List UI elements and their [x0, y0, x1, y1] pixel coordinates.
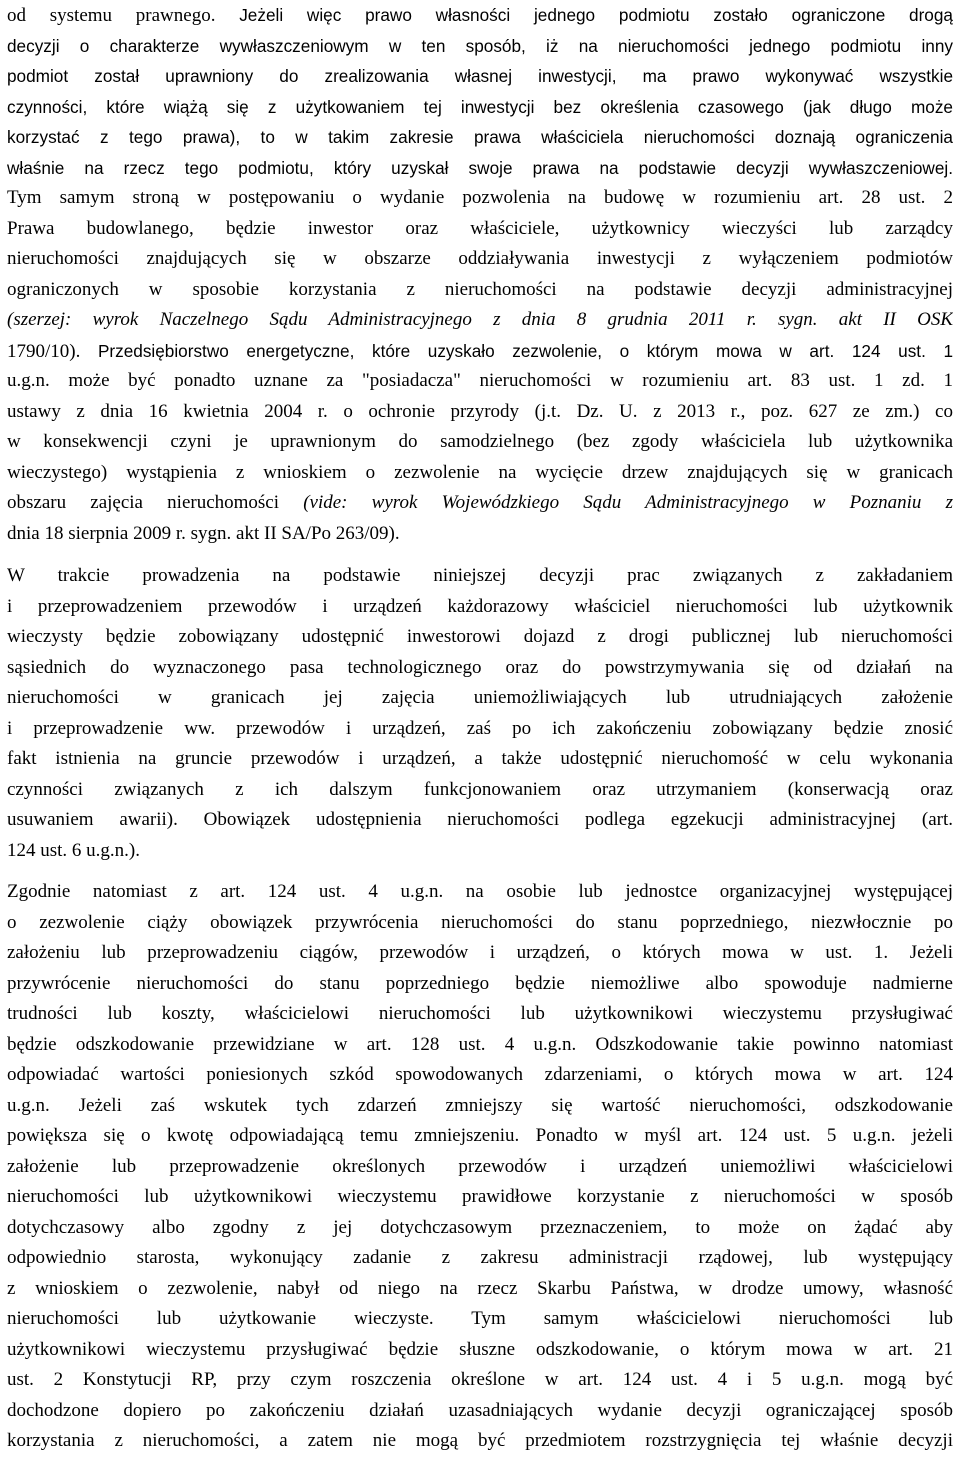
text-run: powiększa się o kwotę odpowiadającą temu zmniejszeniu. Ponadto w myśl art. 124 ust. 5 u.g.n. jeżeli: [7, 1125, 953, 1146]
text-run: ograniczonych w sposobie korzystania z nieruchomości na podstawie decyzji administracyjnej: [7, 278, 953, 300]
text-run: dnia 18 sierpnia 2009 r. sygn. akt II SA/Po 263/09).: [7, 522, 400, 544]
text-line: [7, 836, 953, 867]
text-line: [7, 1396, 953, 1427]
text-line: [7, 1426, 953, 1457]
paragraph-access-obligations: [7, 561, 953, 866]
text-run: sąsiednich do wyznaczonego pasa technologicznego oraz do powstrzymywania się od działań na: [7, 656, 953, 678]
text-run: czynności, które wiążą się z użytkowaniem tej inwestycji bez określenia czasowego (jak długo może: [7, 96, 953, 117]
text-line: [7, 653, 953, 684]
text-line: [7, 561, 953, 592]
text-line: [7, 458, 953, 489]
text-line: [7, 938, 953, 969]
text-run: dotychczasowy albo zgodny z jej dotychczasowym przeznaczeniem, to może on żądać aby: [7, 1216, 953, 1238]
text-line: [7, 336, 953, 367]
text-run: trudności lub koszty, właścicielowi nieruchomości lub użytkownikowi wieczystemu przysługiwać: [7, 1003, 953, 1024]
text-run: W trakcie prowadzenia na podstawie niniejszej decyzji prac związanych z zakładaniem: [7, 565, 953, 586]
text-run: Przedsiębiorstwo energetyczne, które uzyskało zezwolenie, o którym mowa w art. 124 ust. 1: [97, 340, 953, 361]
text-run: przywrócenie nieruchomości do stanu poprzedniego będzie niemożliwe albo spowoduje nadmierne: [7, 972, 953, 994]
text-line: [7, 61, 953, 92]
text-line: [7, 275, 953, 306]
text-line: [7, 1243, 953, 1274]
text-run: ustawy z dnia 16 kwietnia 2004 r. o ochronie przyrody (j.t. Dz. U. z 2013 r., poz. 627 ze zm.) co: [7, 400, 953, 422]
text-line: [7, 908, 953, 939]
paragraph-expropriation: [7, 0, 953, 549]
text-line: [7, 714, 953, 745]
text-line: [7, 427, 953, 458]
text-run: Jeżeli więc prawo własności jednego podmiotu zostało ograniczone drogą: [239, 5, 953, 25]
text-line: [7, 1060, 953, 1091]
text-run: założeniu lub przeprowadzeniu ciągów, przewodów i urządzeń, o których mowa w ust. 1. Jeżeli: [7, 942, 953, 963]
text-run: Zgodnie natomiast z art. 124 ust. 4 u.g.n. na osobie lub jednostce organizacyjnej występującej: [7, 881, 953, 902]
text-run: w konsekwencji czyni je uprawnionym do samodzielnego (bez zgody właściciela lub użytkownika: [7, 431, 953, 452]
text-line: [7, 1121, 953, 1152]
text-line: [7, 488, 953, 519]
text-run: ust. 2 Konstytucji RP, przy czym roszczenia określone w art. 124 ust. 4 i 5 u.g.n. mogą być: [7, 1369, 953, 1390]
text-run: użytkownikowi wieczystemu przysługiwać będzie słuszne odszkodowanie, o którym mowa w art. 21: [7, 1338, 953, 1360]
text-line: [7, 877, 953, 908]
text-run: o zezwolenie ciąży obowiązek przywrócenia nieruchomości do stanu poprzedniego, niezwłocznie po: [7, 911, 953, 933]
text-run: i przeprowadzenie ww. przewodów i urządzeń, zaś po ich zakończeniu zobowiązany będzie znosić: [7, 717, 953, 739]
text-run: decyzji o charakterze wywłaszczeniowym w ten sposób, iż na nieruchomości jednego podmiotu inny: [7, 35, 953, 56]
text-line: [7, 519, 953, 550]
text-run: 1790/10).: [7, 340, 98, 362]
text-run: Prawa budowlanego, będzie inwestor oraz właściciele, użytkownicy wieczyści lub zarządcy: [7, 217, 953, 239]
text-line: [7, 1274, 953, 1305]
text-line: [7, 1335, 953, 1366]
text-run: i przeprowadzeniem przewodów i urządzeń każdorazowy właściciel nieruchomości lub użytkownik: [7, 595, 953, 617]
text-run: odpowiadać wartości poniesionych szkód spowodowanych zdarzeniami, o których mowa w art. 124: [7, 1064, 953, 1085]
text-run: wieczysty będzie zobowiązany udostępnić inwestorowi dojazd z drogi publicznej lub nieruchomości: [7, 626, 953, 647]
text-line: [7, 153, 953, 184]
text-run: korzystania z nieruchomości, a zatem nie mogą być przedmiotem rozstrzygnięcia tej właśnie decyzji: [7, 1430, 953, 1451]
text-line: [7, 183, 953, 214]
text-line: [7, 1152, 953, 1183]
text-run: (vide: wyrok Wojewódzkiego Sądu Administracyjnego w Poznaniu z: [303, 492, 953, 513]
text-line: [7, 592, 953, 623]
text-run: nieruchomości lub użytkownikowi wieczystemu prawidłowe korzystanie z nieruchomości w sposób: [7, 1186, 953, 1207]
text-run: właśnie na rzecz tego podmiotu, który uzyskał swoje prawa na podstawie decyzji wywłaszczeniowej.: [7, 157, 953, 178]
paragraph-gap: [7, 866, 953, 877]
paragraph-gap: [7, 549, 953, 561]
text-line: [7, 744, 953, 775]
text-run: nieruchomości w granicach jej zajęcia uniemożliwiających lub utrudniających założenie: [7, 687, 953, 708]
text-run: Tym samym stroną w postępowaniu o wydanie pozwolenia na budowę w rozumieniu art. 28 ust. 2: [7, 187, 953, 208]
text-line: [7, 1182, 953, 1213]
text-line: [7, 775, 953, 806]
text-line: [7, 1030, 953, 1061]
text-run: usuwaniem awarii). Obowiązek udostępnienia nieruchomości podlega egzekucji administracyjnej (art.: [7, 809, 953, 830]
paragraph-restoration-compensation: [7, 877, 953, 1457]
text-line: [7, 122, 953, 153]
text-run: wieczystego) wystąpienia z wnioskiem o zezwolenie na wycięcie drzew znajdujących się w granicach: [7, 461, 953, 483]
text-line: [7, 244, 953, 275]
text-run: (szerzej: wyrok Naczelnego Sądu Administracyjnego z dnia 8 grudnia 2011 r. sygn. akt II OSK: [7, 309, 953, 330]
text-run: założenie lub przeprowadzenie określonych przewodów i urządzeń uniemożliwi właścicielowi: [7, 1155, 953, 1177]
text-line: [7, 999, 953, 1030]
text-line: [7, 366, 953, 397]
text-line: [7, 1304, 953, 1335]
text-line: [7, 969, 953, 1000]
text-line: [7, 805, 953, 836]
text-line: [7, 31, 953, 62]
text-run: podmiot został uprawniony do zrealizowania własnej inwestycji, ma prawo wykonywać wszystkie: [7, 66, 953, 86]
text-line: [7, 92, 953, 123]
text-run: odpowiednio starosta, wykonujący zadanie z zakresu administracji rządowej, lub występujący: [7, 1247, 953, 1268]
text-run: dochodzone dopiero po zakończeniu działań uzasadniających wydanie decyzji ograniczającej sposób: [7, 1399, 953, 1421]
text-line: [7, 214, 953, 245]
text-line: [7, 1213, 953, 1244]
text-line: [7, 1365, 953, 1396]
text-run: będzie odszkodowanie przewidziane w art. 128 ust. 4 u.g.n. Odszkodowanie takie powinno natomiast: [7, 1033, 953, 1055]
text-run: z wnioskiem o zezwolenie, nabył od niego na rzecz Skarbu Państwa, w drodze umowy, własność: [7, 1277, 953, 1299]
text-line: [7, 305, 953, 336]
text-run: nieruchomości lub użytkowanie wieczyste. Tym samym właścicielowi nieruchomości lub: [7, 1308, 953, 1329]
document-page: [7, 0, 953, 1457]
text-run: u.g.n. Jeżeli zaś wskutek tych zdarzeń zmniejszy się wartość nieruchomości, odszkodowanie: [7, 1094, 953, 1116]
text-line: [7, 0, 953, 31]
text-run: u.g.n. może być ponadto uznane za "posiadacza" nieruchomości w rozumieniu art. 83 ust. 1 zd. 1: [7, 370, 953, 391]
text-line: [7, 1091, 953, 1122]
text-run: 124 ust. 6 u.g.n.).: [7, 839, 140, 861]
text-run: fakt istnienia na gruncie przewodów i urządzeń, a także udostępnić nieruchomość w celu wykonania: [7, 748, 953, 769]
text-run: nieruchomości znajdujących się w obszarze oddziaływania inwestycji z wyłączeniem podmiotów: [7, 248, 953, 269]
text-run: korzystać z tego prawa), to w takim zakresie prawa właściciela nieruchomości doznają ograniczenia: [7, 127, 953, 147]
text-run: czynności związanych z ich dalszym funkcjonowaniem oraz utrzymaniem (konserwacją oraz: [7, 778, 953, 800]
text-run: od systemu prawnego.: [7, 5, 240, 26]
text-line: [7, 622, 953, 653]
text-line: [7, 397, 953, 428]
text-run: obszaru zajęcia nieruchomości: [7, 492, 304, 513]
text-line: [7, 683, 953, 714]
